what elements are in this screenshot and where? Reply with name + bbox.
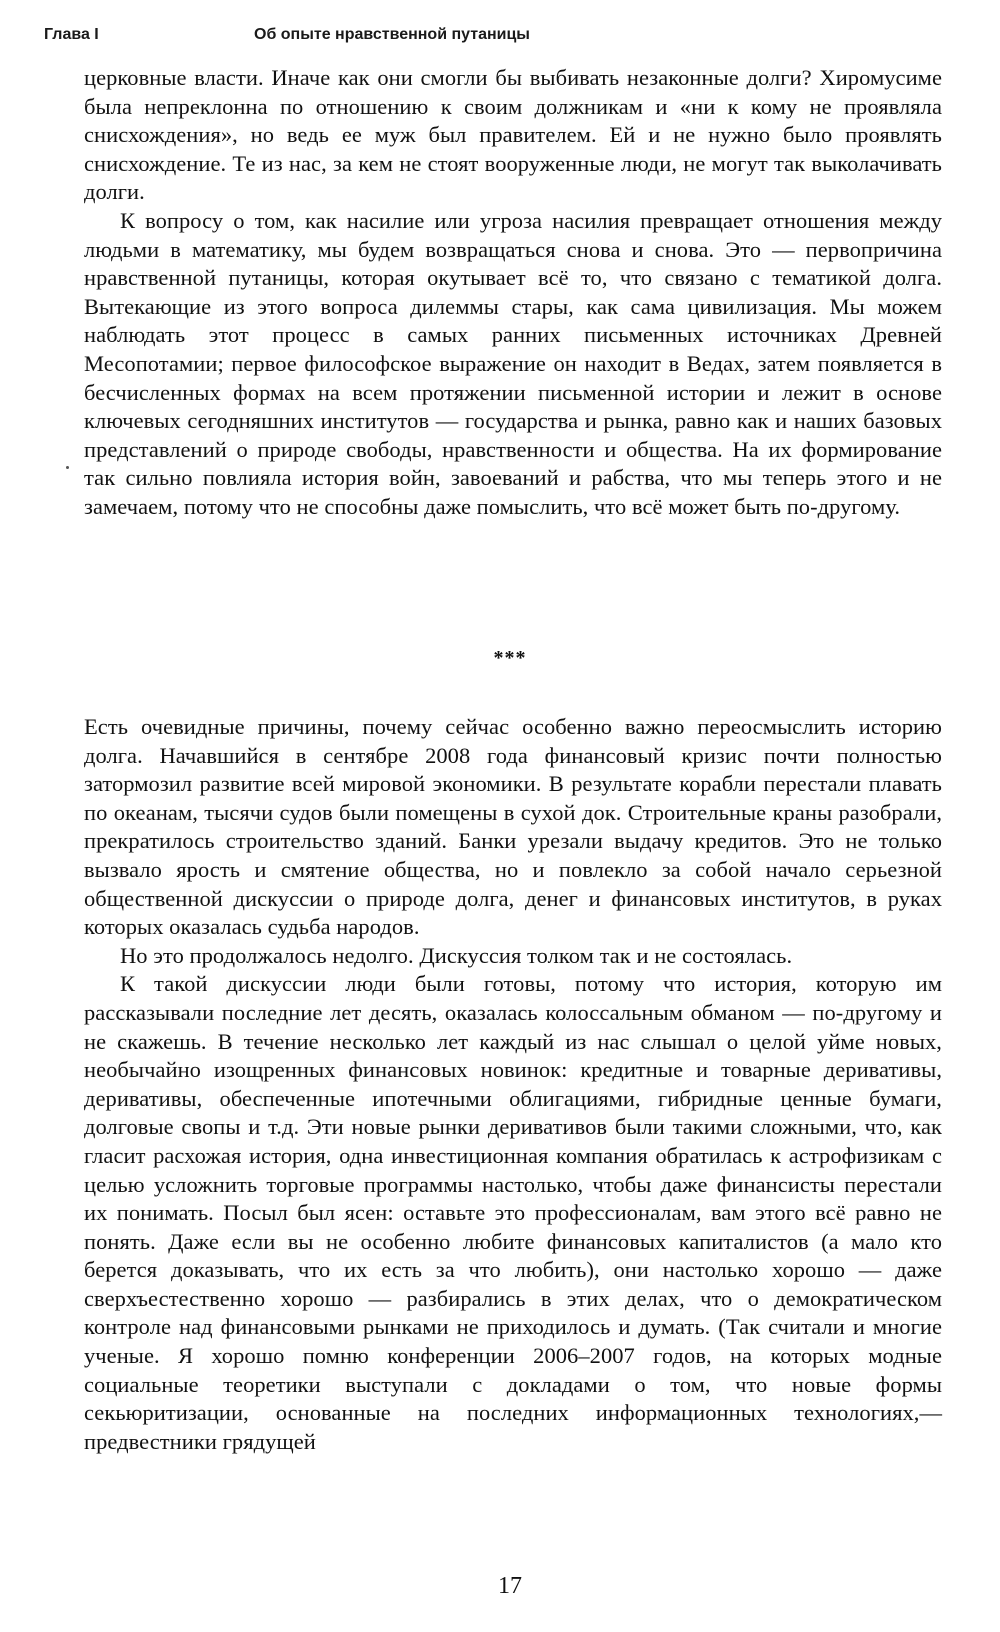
paragraph-continuation: церковные власти. Иначе как они смогли бы выбивать незаконные долги? Хиромусиме была непреклонна по отношению к своим должникам и «ни к кому не проявляла снисхождения», но ведь ее муж был правителем. Ей и не нужно было проявлять снисхождение. Те из нас, за кем не стоят вооруженные люди, не могут так выколачивать долги. [84,65,942,205]
print-speck [66,466,69,469]
running-head [44,26,944,50]
paragraph: Но это продолжалось недолго. Дискуссия толком так и не состоялась. [120,942,793,968]
section-break [0,647,1000,670]
section-break-asterisks: *** [493,647,527,669]
page-number: 17 [498,1573,522,1599]
text-block-after-break [84,713,942,1456]
paragraph: К такой дискуссии люди были готовы, потому что история, которую им рассказывали последние лет десять, оказалась колоссальным обманом — по-другому и не скажешь. В течение несколько лет каждый из нас слышал о целой уйме новых, необычайно изощренных финансовых новинок: кредитные и товарные деривативы, деривативы, обеспеченные ипотечными облигациями, гибридные ценные бумаги, долговые свопы и т.д. Эти новые рынки деривативов были такими сложными, что, как гласит расхожая история, одна инвестиционная компания обратилась к астрофизикам с целью усложнить торговые программы настолько, чтобы даже финансисты перестали их понимать. Посыл был ясен: оставьте это профессионалам, вам этого всё равно не понять. Даже если вы не особенно любите финансовых капиталистов (а мало кто берется доказывать, что их есть за что любить), они настолько хорошо — даже сверхъестественно хорошо — разбирались в этих делах, что о демократическом контроле над финансовыми рынками не приходилось и думать. (Так считали и многие ученые. Я хорошо помню конференции 2006–2007 годов, на которых модные социальные теоретики выступали с докладами о том, что новые формы секьюритизации, основанные на последних информационных технологиях,— предвестники грядущей [84,971,942,1454]
paragraph: К вопросу о том, как насилие или угроза насилия превращает отношения между людьми в математику, мы будем возвращаться снова и снова. Это — первопричина нравственной путаницы, которая окутывает всё то, что связано с тематикой долга. Вытекающие из этого вопроса дилеммы стары, как сама цивилизация. Мы можем наблюдать этот процесс в самых ранних письменных источниках Древней Месопотамии; первое философское выражение он находит в Ведах, затем появляется в бесчисленных формах на всем протяжении письменной истории и лежит в основе ключевых сегодняшних институтов — государства и рынка, равно как и наших базовых представлений о природе свободы, нравственности и общества. На их формирование так сильно повлияла история войн, завоеваний и рабства, что мы теперь этого и не замечаем, потому что не способны даже помыслить, что всё может быть по-другому. [84,207,942,519]
chapter-label: Глава I [44,26,99,43]
paragraph: Есть очевидные причины, почему сейчас особенно важно переосмыслить историю долга. Начавшийся в сентябре 2008 года финансовый кризис почти полностью затормозил развитие всей мировой экономики. В результате корабли перестали плавать по океанам, тысячи судов были помещены в сухой док. Строительные краны разобрали, прекратилось строительство зданий. Банки урезали выдачу кредитов. Это не только вызвало ярость и смятение общества, но и повлекло за собой начало серьезной общественной дискуссии о природе долга, денег и финансовых институтов, в руках которых оказалась судьба народов. [84,714,942,940]
text-block-before-break [84,64,942,522]
chapter-title: Об опыте нравственной путаницы [254,26,530,43]
